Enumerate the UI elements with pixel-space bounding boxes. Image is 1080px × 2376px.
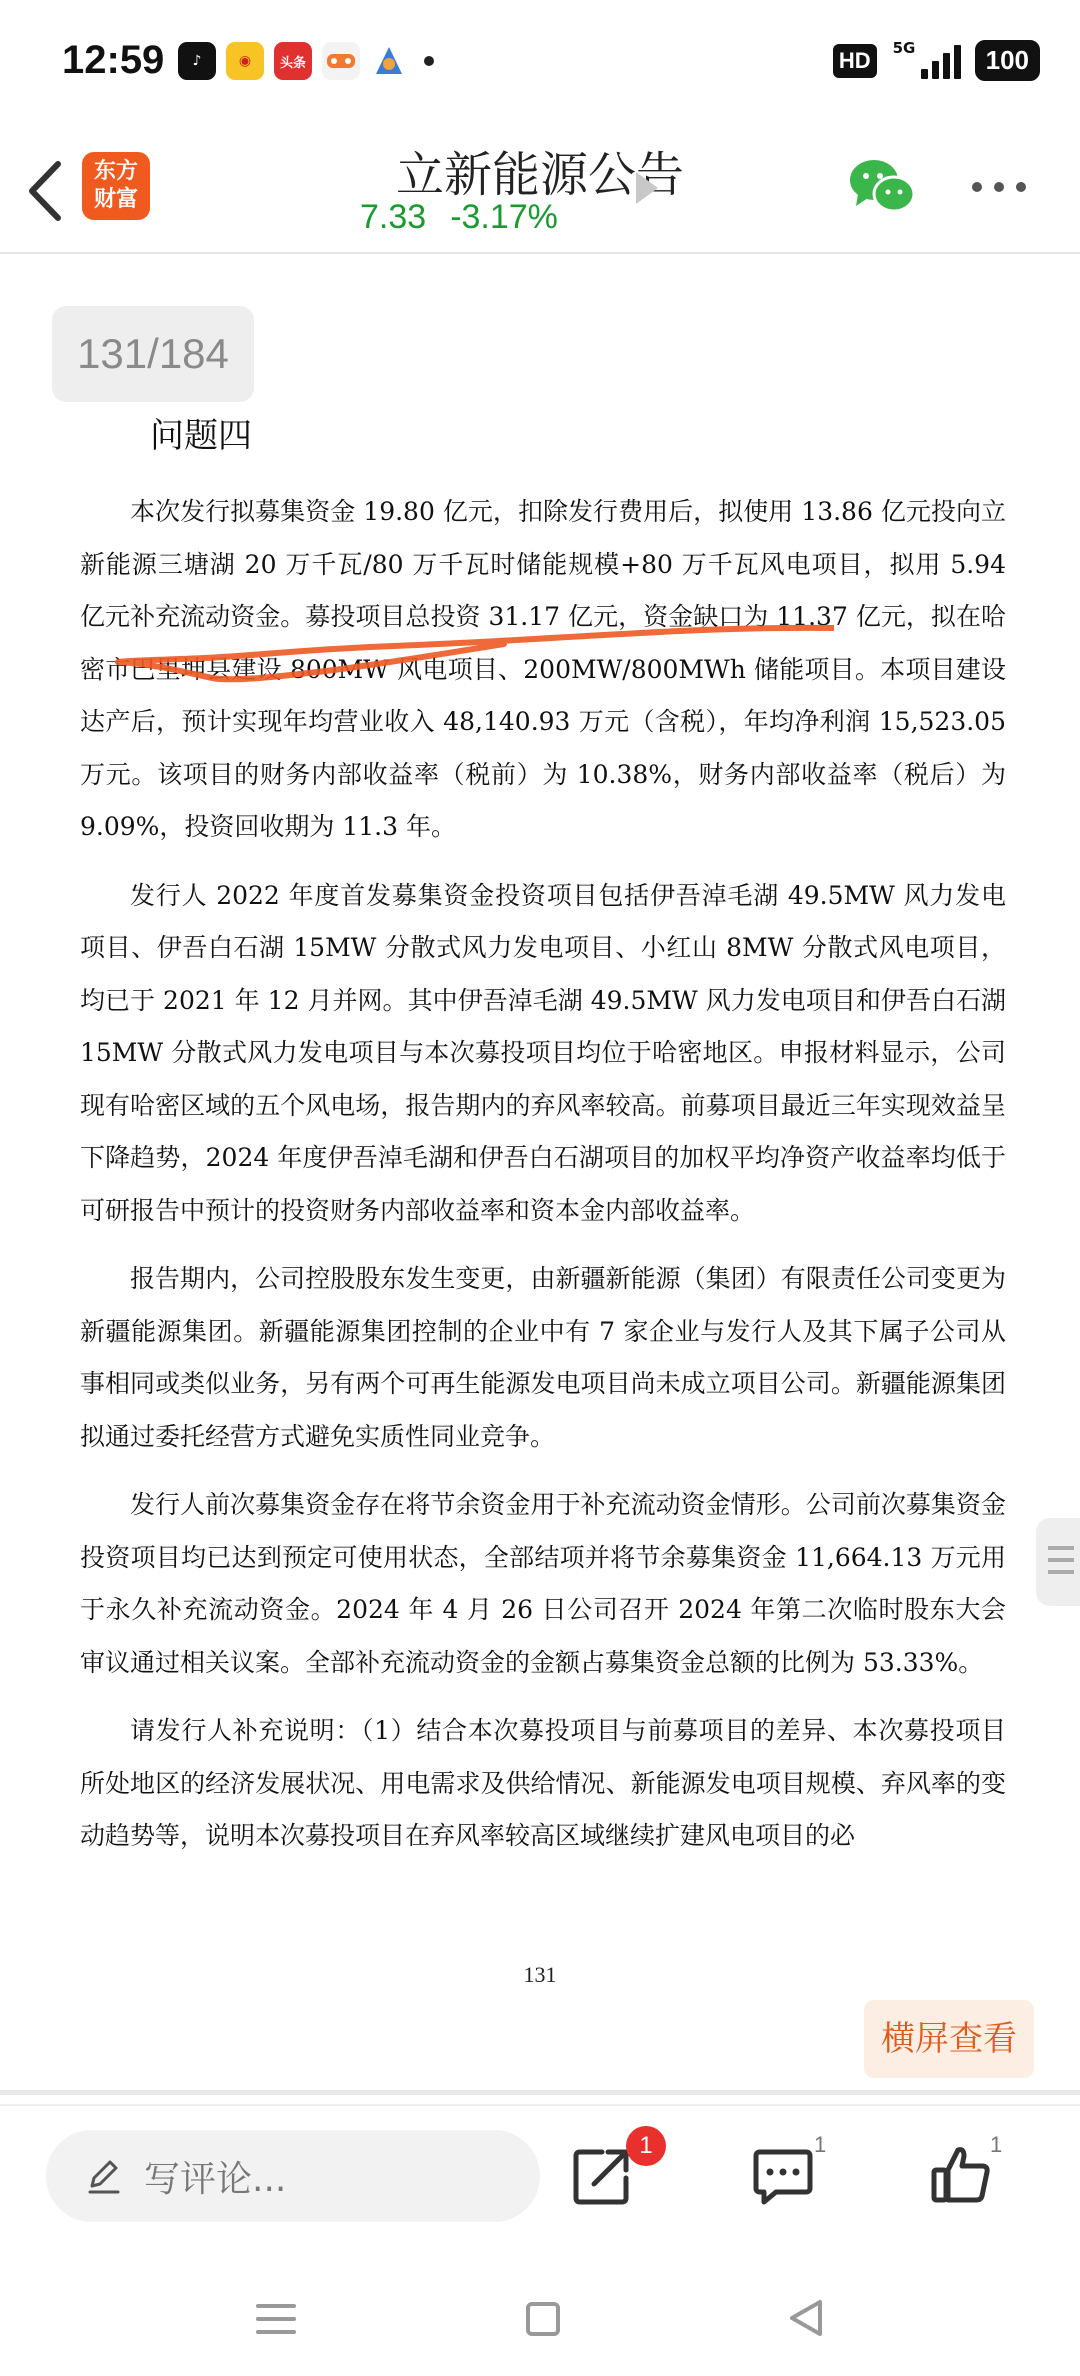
recent-apps-icon[interactable] (256, 2302, 296, 2336)
paragraph-4: 发行人前次募集资金存在将节余资金用于补充流动资金情形。公司前次募集资金投资项目均已达到预定可使用状态，全部结项并将节余募集资金 11,664.13 万元用于永久补充流动资金。2024 年 4 月 26 日公司召开 2024 年第二次临时股东大会审议通过相关议案。全部补充流动资金的金额占募集资金总额的比例为 53.33%。 (80, 1490, 1006, 1677)
logo-line1: 东方 (93, 159, 138, 184)
stock-change: -3.17% (450, 198, 558, 236)
divider (0, 2104, 1080, 2106)
comments-button[interactable] (752, 2146, 814, 2208)
paragraph-1: 本次发行拟募集资金 19.80 亿元，扣除发行费用后，拟使用 13.86 亿元投向立新能源三塘湖 20 万千瓦/80 万千瓦时储能规模+80 万千瓦风电项目，拟用 5.94 亿元补充流动资金。募投项目总投资 31.17 亿元，资金缺口为 11.37 亿元，拟在哈密市巴里坤县建设 800MW 风电项目、200MW/800MWh 储能项目。本项目建设达产后，预计实现年均营业收入 48,140.93 万元（含税），年均净利润 15,523.05 万元。该项目的财务内部收益率（税前）为 10.38%，财务内部收益率（税后）为 9.09%，投资回收期为 11.3 年。 (80, 497, 1006, 841)
game-icon (322, 42, 360, 80)
status-bar (0, 0, 1080, 130)
logo-line2: 财富 (93, 187, 138, 212)
handwritten-underline-stroke (74, 600, 834, 690)
pen-icon (84, 2156, 124, 2196)
divider (0, 2090, 1080, 2095)
share-icon (572, 2144, 634, 2206)
paragraph-3: 报告期内，公司控股股东发生变更，由新疆新能源（集团）有限责任公司变更为新疆能源集团。新疆能源集团控制的企业中有 7 家企业与发行人及其下属子公司从事相同或类似业务，另有两个可再生能源发电项目尚未成立项目公司。新疆能源集团拟通过委托经营方式避免实质性同业竞争。 (80, 1264, 1006, 1451)
page-number: 131 (523, 1962, 557, 1987)
weibo-icon: ◉ (226, 42, 264, 80)
like-button[interactable] (930, 2142, 994, 2206)
status-time: 12:59 (62, 38, 165, 82)
page-title[interactable]: 立新能源公告 (395, 147, 684, 203)
toutiao-icon: 头条 (274, 42, 312, 80)
network-type: 5G (892, 38, 916, 57)
page-indicator: 131/184 (52, 306, 254, 402)
stock-quote[interactable] (360, 198, 558, 237)
battery-icon: 100 (975, 40, 1040, 81)
like-count: 1 (990, 2132, 1003, 2157)
side-drawer-handle[interactable] (1036, 1518, 1080, 1606)
app-header (0, 130, 1080, 254)
notification-dot-icon (424, 56, 434, 66)
system-nav-bar (0, 2276, 1080, 2376)
share-badge: 1 (626, 2126, 666, 2166)
share-button[interactable] (572, 2144, 634, 2206)
status-app-icons (178, 42, 434, 80)
wechat-share-icon[interactable] (848, 156, 916, 218)
back-button[interactable] (20, 156, 80, 226)
landscape-view-button[interactable]: 横屏查看 (864, 2000, 1034, 2078)
more-options-icon[interactable] (972, 182, 1026, 192)
play-triangle-icon[interactable] (636, 172, 658, 204)
nav-back-icon[interactable] (786, 2298, 826, 2338)
signal-icon (891, 38, 961, 79)
eastmoney-logo (82, 152, 150, 220)
comment-input[interactable] (46, 2130, 540, 2222)
comment-placeholder: 写评论... (144, 2158, 287, 2200)
tiktok-icon: ♪ (178, 42, 216, 80)
home-icon[interactable] (526, 2302, 560, 2336)
back-arrow-icon (20, 156, 80, 226)
paragraph-5: 请发行人补充说明：（1）结合本次募投项目与前募项目的差异、本次募投项目所处地区的经济发展状况、用电需求及供给情况、新能源发电项目规模、弃风率的变动趋势等，说明本次募投项目在弃风率较高区域继续扩建风电项目的必 (80, 1716, 1006, 1850)
document-body (80, 486, 1006, 1863)
comment-bubble-icon (752, 2146, 814, 2208)
game2-icon (370, 42, 408, 80)
thumbs-up-icon (930, 2142, 994, 2206)
stock-price: 7.33 (360, 198, 427, 236)
hd-icon: HD (833, 44, 877, 78)
status-right (833, 40, 1040, 81)
comment-count: 1 (814, 2132, 827, 2157)
paragraph-2: 发行人 2022 年度首发募集资金投资项目包括伊吾淖毛湖 49.5MW 风力发电项目、伊吾白石湖 15MW 分散式风力发电项目、小红山 8MW 分散式风电项目，均已于 2021 年 12 月并网。其中伊吾淖毛湖 49.5MW 风力发电项目和伊吾白石湖 15MW 分散式风力发电项目与本次募投项目均位于哈密地区。申报材料显示，公司现有哈密区域的五个风电场，报告期内的弃风率较高。前募项目最近三年实现效益呈下降趋势，2024 年度伊吾淖毛湖和伊吾白石湖项目的加权平均净资产收益率均低于可研报告中预计的投资财务内部收益率和资本金内部收益率。 (80, 880, 1006, 1225)
section-heading: 问题四 (150, 416, 252, 456)
